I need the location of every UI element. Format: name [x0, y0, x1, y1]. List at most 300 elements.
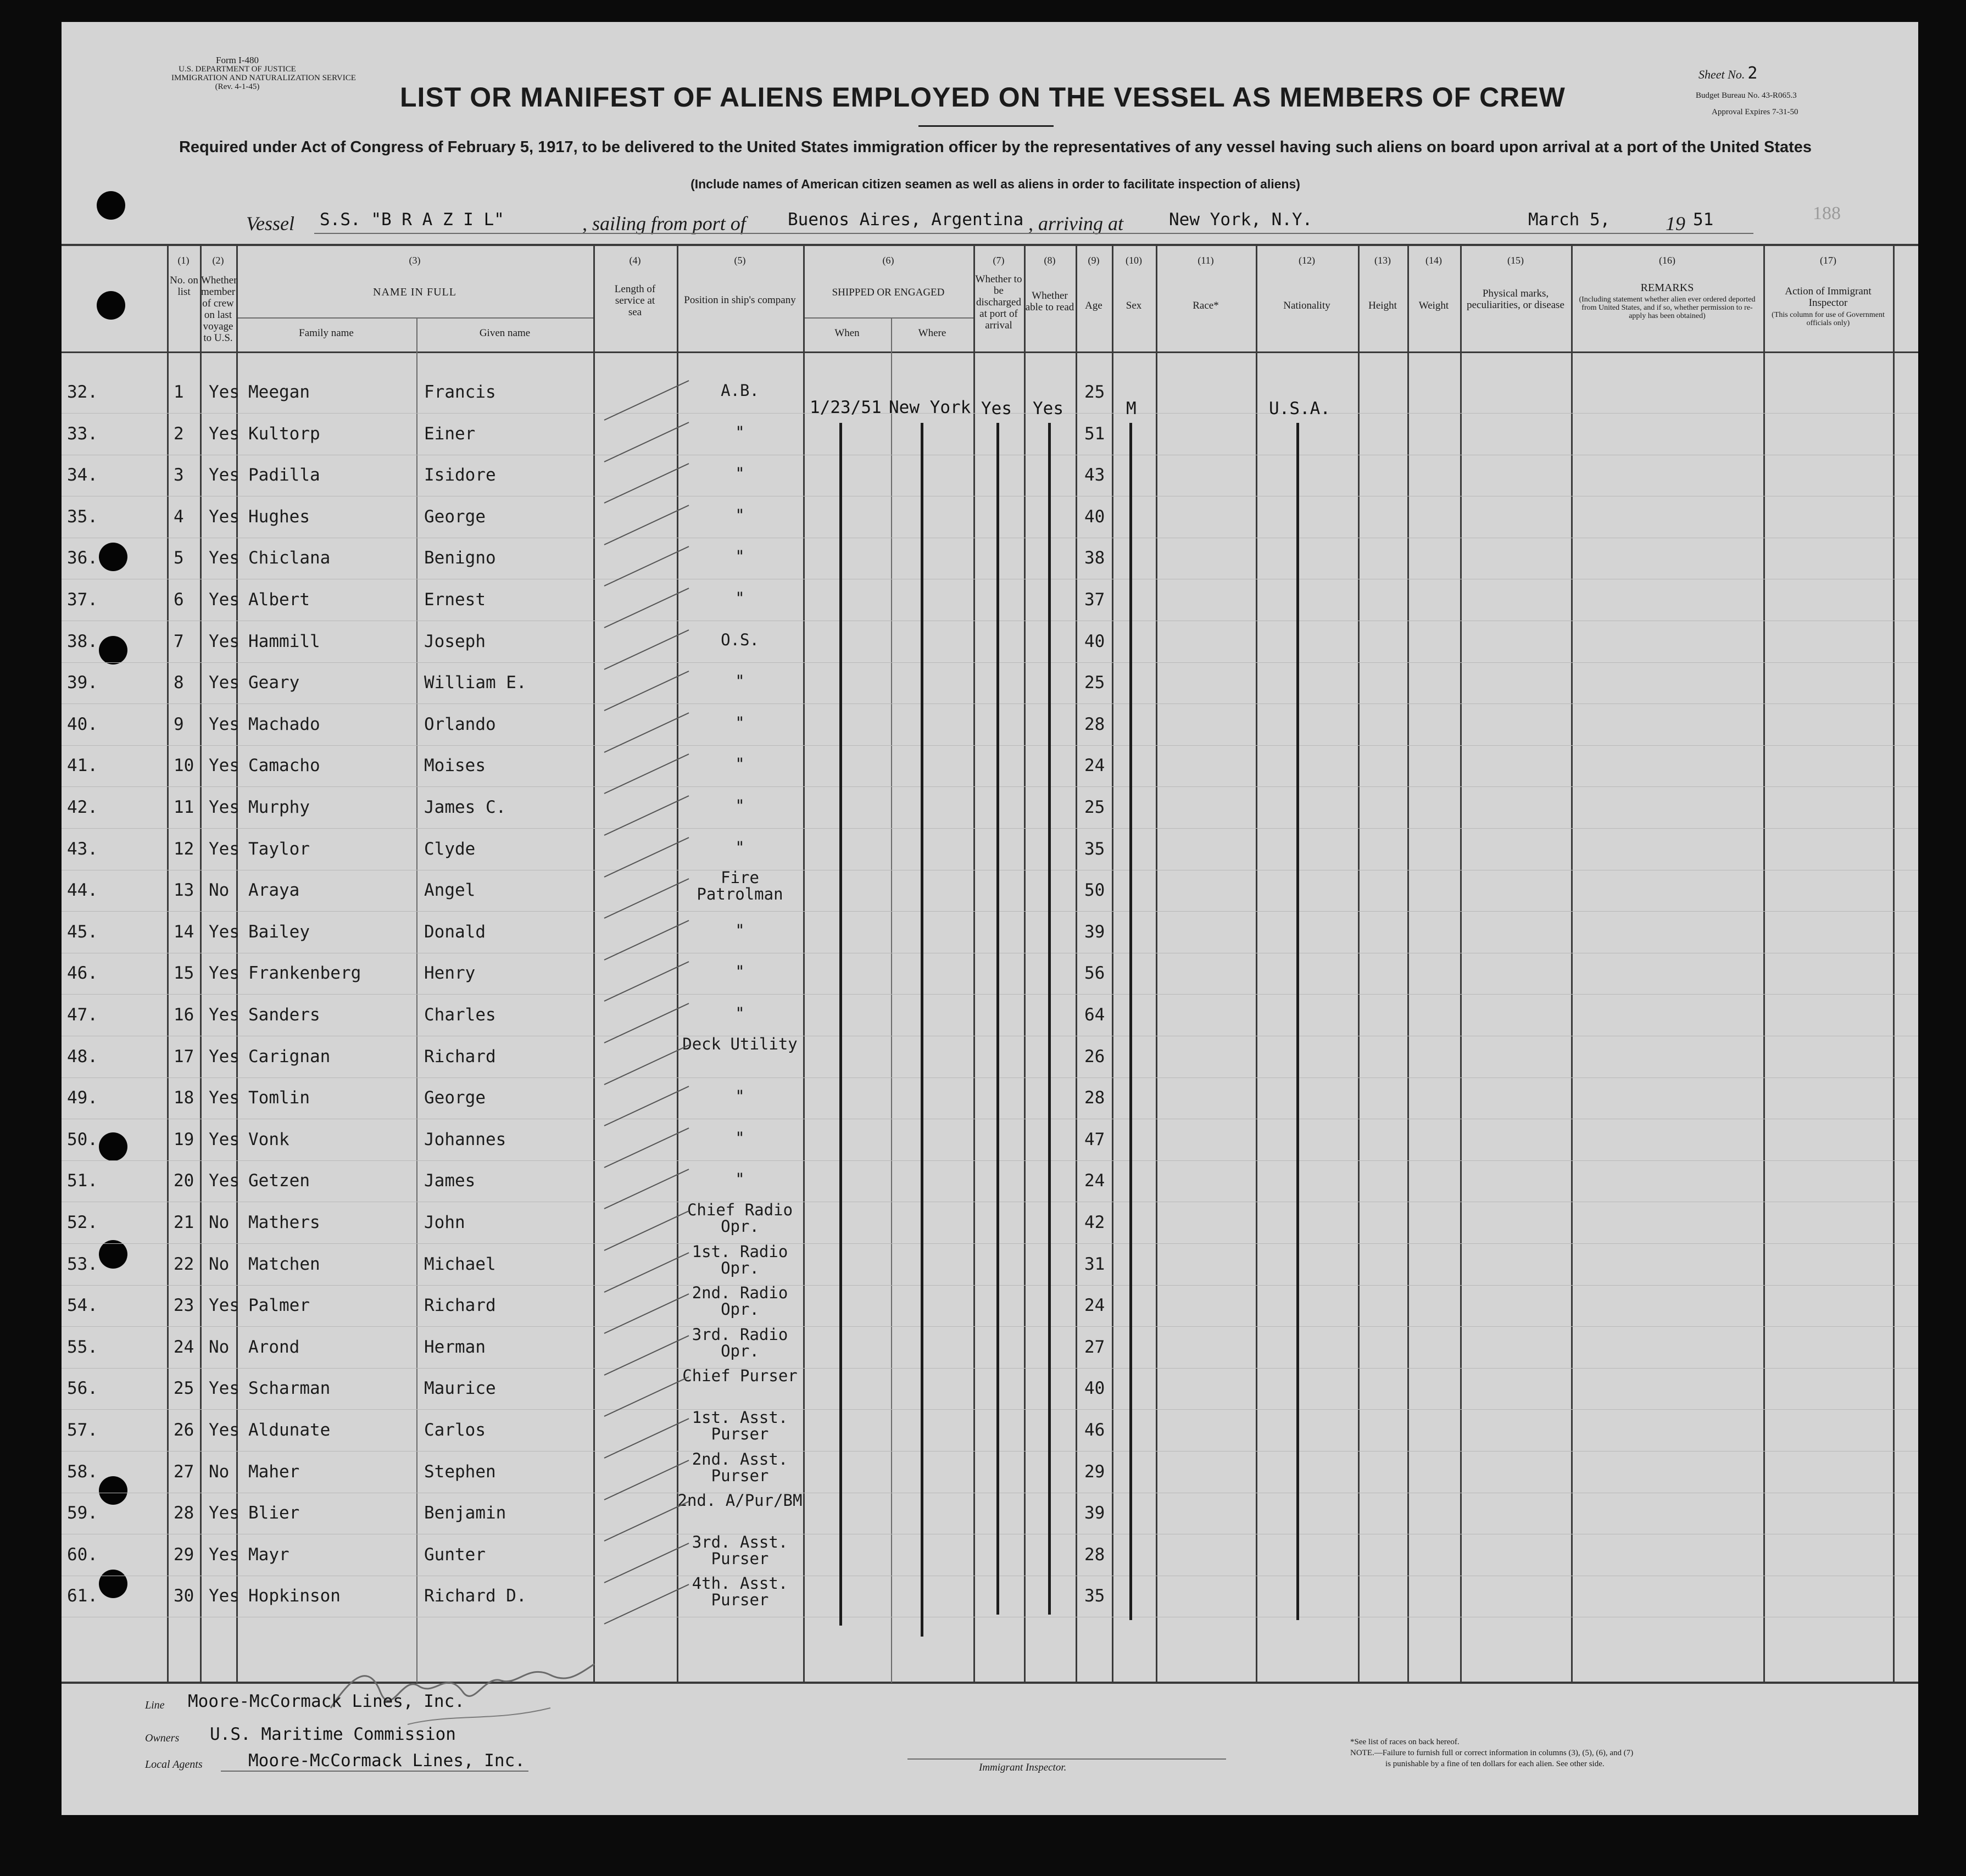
list-number: 7	[174, 632, 184, 651]
position: "	[735, 589, 745, 607]
age: 25	[1084, 382, 1105, 402]
position: 2nd. Radio Opr.	[692, 1283, 788, 1319]
family-name: Murphy	[248, 797, 310, 817]
given-name: Carlos	[424, 1420, 486, 1440]
last-voyage: Yes	[209, 1420, 240, 1440]
col16-header: REMARKS	[1640, 282, 1694, 294]
age: 40	[1084, 507, 1105, 527]
col1-header: No. on list	[170, 275, 198, 298]
list-number: 8	[174, 673, 184, 693]
sex-value: M	[1126, 399, 1137, 418]
last-voyage: Yes	[209, 963, 240, 983]
line-number: 52.	[67, 1213, 98, 1232]
voyage-underline	[314, 233, 1753, 234]
last-voyage: Yes	[209, 756, 240, 775]
age: 51	[1084, 424, 1105, 444]
position: 4th. Asst. Purser	[692, 1574, 788, 1609]
col10-header: Sex	[1126, 300, 1142, 311]
given-name: Isidore	[424, 465, 496, 485]
table-row	[62, 1084, 1918, 1122]
list-number: 24	[174, 1337, 194, 1357]
table-row	[62, 1125, 1918, 1164]
list-number: 11	[174, 797, 194, 817]
table-row	[62, 835, 1918, 873]
service-mark	[604, 629, 689, 670]
age: 40	[1084, 1378, 1105, 1398]
table-row	[62, 585, 1918, 624]
col16-num: (16)	[1659, 255, 1675, 266]
list-number: 4	[174, 507, 184, 527]
last-voyage: Yes	[209, 590, 240, 610]
last-voyage: No	[209, 1213, 230, 1232]
table-row	[62, 793, 1918, 831]
family-name: Chiclana	[248, 548, 331, 568]
given-name: James C.	[424, 797, 506, 817]
service-mark	[604, 546, 689, 587]
table-row	[62, 1283, 1918, 1330]
line-number: 42.	[67, 797, 98, 817]
position: "	[735, 755, 745, 773]
list-number: 27	[174, 1462, 194, 1482]
given-name: Moises	[424, 756, 486, 775]
subtitle: Required under Act of Congress of February 5, 1917, to be delivered to the United States immigration officer by the representatives of any vessel having such aliens on board upon arrival at a port of the United States	[179, 138, 1812, 156]
given-name: Maurice	[424, 1378, 496, 1398]
age: 28	[1084, 1545, 1105, 1565]
family-name: Getzen	[248, 1171, 310, 1191]
ditto-line	[996, 423, 999, 1615]
shipped-where: New York	[889, 398, 971, 417]
line-number: 48.	[67, 1047, 98, 1067]
age: 39	[1084, 922, 1105, 942]
col1-num: (1)	[177, 255, 190, 266]
ditto-line	[921, 423, 923, 1637]
family-name: Albert	[248, 590, 310, 610]
family-name: Hammill	[248, 632, 320, 651]
family-name: Scharman	[248, 1378, 331, 1398]
last-voyage: Yes	[209, 1296, 240, 1315]
position: "	[735, 962, 745, 981]
table-row	[62, 1533, 1918, 1579]
list-number: 12	[174, 839, 194, 859]
family-name: Arond	[248, 1337, 300, 1357]
col6-header: SHIPPED OR ENGAGED	[832, 287, 945, 298]
given-name: Herman	[424, 1337, 486, 1357]
col8-header: Whether able to read	[1025, 290, 1074, 313]
age: 28	[1084, 1088, 1105, 1108]
position: "	[735, 672, 745, 690]
list-number: 28	[174, 1503, 194, 1523]
service-mark	[604, 463, 689, 504]
last-voyage: No	[209, 1254, 230, 1274]
header-bottom-border	[62, 351, 1918, 353]
table-row	[62, 959, 1918, 997]
list-number: 21	[174, 1213, 194, 1232]
family-name: Mathers	[248, 1213, 320, 1232]
age: 46	[1084, 1420, 1105, 1440]
col13-header: Height	[1368, 300, 1397, 311]
line-number: 34.	[67, 465, 98, 485]
given-name: Einer	[424, 424, 476, 444]
last-voyage: Yes	[209, 507, 240, 527]
line-number: 44.	[67, 880, 98, 900]
table-row	[62, 1201, 1918, 1247]
list-number: 15	[174, 963, 194, 983]
last-voyage: Yes	[209, 922, 240, 942]
col11-header: Race*	[1193, 300, 1219, 311]
age: 38	[1084, 548, 1105, 568]
position: "	[735, 547, 745, 566]
age: 35	[1084, 1586, 1105, 1606]
line-number: 61.	[67, 1586, 98, 1606]
position: Fire Patrolman	[697, 868, 783, 903]
given-name: George	[424, 1088, 486, 1108]
col17-num: (17)	[1820, 255, 1836, 266]
last-voyage: Yes	[209, 1130, 240, 1149]
ditto-line	[1296, 423, 1299, 1620]
family-name: Tomlin	[248, 1088, 310, 1108]
position: Chief Radio Opr.	[687, 1201, 793, 1236]
line-number: 46.	[67, 963, 98, 983]
list-number: 20	[174, 1171, 194, 1191]
col6-when-header: When	[834, 327, 860, 339]
table-row	[62, 1035, 1918, 1081]
position: Deck Utility	[682, 1035, 798, 1053]
last-voyage: Yes	[209, 1171, 240, 1191]
vessel-name: S.S. "B R A Z I L"	[320, 210, 504, 230]
last-voyage: Yes	[209, 1586, 240, 1606]
line-number: 53.	[67, 1254, 98, 1274]
given-name: George	[424, 507, 486, 527]
position: 3rd. Asst. Purser	[692, 1533, 788, 1568]
age: 31	[1084, 1254, 1105, 1274]
line-number: 50.	[67, 1130, 98, 1149]
position: "	[735, 921, 745, 940]
line-number: 55.	[67, 1337, 98, 1357]
last-voyage: Yes	[209, 424, 240, 444]
punch-hole	[97, 191, 125, 220]
position: "	[735, 423, 745, 442]
table-row	[62, 1166, 1918, 1205]
age: 24	[1084, 1171, 1105, 1191]
position: O.S.	[721, 630, 759, 649]
age: 26	[1084, 1047, 1105, 1067]
list-number: 19	[174, 1130, 194, 1149]
table-row	[62, 668, 1918, 707]
table-row	[62, 918, 1918, 956]
last-voyage: Yes	[209, 1047, 240, 1067]
last-voyage: Yes	[209, 632, 240, 651]
line-number: 38.	[67, 632, 98, 651]
list-number: 23	[174, 1296, 194, 1315]
service-mark	[604, 422, 689, 462]
owners-label: Owners	[145, 1732, 180, 1744]
list-number: 25	[174, 1378, 194, 1398]
footnote-fine-1: NOTE.—Failure to furnish full or correct information in columns (3), (5), (6), and (7)	[1350, 1749, 1634, 1757]
last-voyage: Yes	[209, 548, 240, 568]
service-mark	[604, 1045, 689, 1085]
service-mark	[604, 712, 689, 753]
service-mark	[604, 1086, 689, 1126]
list-number: 1	[174, 382, 184, 402]
position: "	[735, 713, 745, 732]
line-number: 60.	[67, 1545, 98, 1565]
col17-subheader: (This column for use of Government officials only)	[1772, 311, 1885, 327]
agents-label: Local Agents	[145, 1758, 203, 1771]
family-name: Maher	[248, 1462, 300, 1482]
table-row	[62, 751, 1918, 790]
position: 1st. Radio Opr.	[692, 1242, 788, 1277]
given-name: Richard D.	[424, 1586, 527, 1606]
given-name: Donald	[424, 922, 486, 942]
manifest-sheet	[62, 22, 1918, 1815]
family-name: Geary	[248, 673, 300, 693]
col15-header: Physical marks, peculiarities, or disease	[1467, 288, 1564, 311]
table-row	[62, 1325, 1918, 1371]
given-name: Francis	[424, 382, 496, 402]
budget-bureau: Budget Bureau No. 43-R065.3	[1696, 91, 1797, 100]
year-prefix: 19	[1666, 213, 1685, 235]
family-name: Sanders	[248, 1005, 320, 1025]
family-name: Matchen	[248, 1254, 320, 1274]
last-voyage: Yes	[209, 797, 240, 817]
family-name: Bailey	[248, 922, 310, 942]
col3-family-header: Family name	[299, 327, 354, 339]
col3-header: NAME IN FULL	[373, 286, 456, 298]
position: 3rd. Radio Opr.	[692, 1325, 788, 1360]
given-name: Charles	[424, 1005, 496, 1025]
col8-num: (8)	[1044, 255, 1056, 266]
family-name: Kultorp	[248, 424, 320, 444]
line-number: 35.	[67, 507, 98, 527]
col13-num: (13)	[1374, 255, 1391, 266]
age: 42	[1084, 1213, 1105, 1232]
shipped-when: 1/23/51	[810, 398, 882, 417]
list-number: 3	[174, 465, 184, 485]
agents-value: Moore-McCormack Lines, Inc.	[248, 1751, 525, 1771]
col9-header: Age	[1085, 300, 1102, 311]
page-title: LIST OR MANIFEST OF ALIENS EMPLOYED ON THE VESSEL AS MEMBERS OF CREW	[400, 82, 1566, 113]
list-number: 13	[174, 880, 194, 900]
family-name: Palmer	[248, 1296, 310, 1315]
table-row	[62, 420, 1918, 458]
age: 28	[1084, 714, 1105, 734]
table-top-border	[62, 244, 1918, 246]
col17-header: Action of Immigrant Inspector	[1785, 286, 1872, 309]
table-row	[62, 1366, 1918, 1412]
discharged-value: Yes	[981, 399, 1012, 418]
table-row	[62, 868, 1918, 914]
given-name: Richard	[424, 1296, 496, 1315]
last-voyage: Yes	[209, 839, 240, 859]
given-name: Benigno	[424, 548, 496, 568]
given-name: Angel	[424, 880, 476, 900]
vessel-label: Vessel	[246, 213, 294, 235]
given-name: Orlando	[424, 714, 496, 734]
list-number: 26	[174, 1420, 194, 1440]
list-number: 18	[174, 1088, 194, 1108]
service-mark	[604, 671, 689, 711]
family-name: Aldunate	[248, 1420, 331, 1440]
list-number: 2	[174, 424, 184, 444]
given-name: James	[424, 1171, 476, 1191]
age: 24	[1084, 1296, 1105, 1315]
position: "	[735, 1170, 745, 1188]
line-number: 36.	[67, 548, 98, 568]
line-number: 56.	[67, 1378, 98, 1398]
col15-num: (15)	[1507, 255, 1524, 266]
given-name: Stephen	[424, 1462, 496, 1482]
family-name: Frankenberg	[248, 963, 361, 983]
line-number: 59.	[67, 1503, 98, 1523]
ditto-line	[1048, 423, 1051, 1615]
col3-num: (3)	[409, 255, 421, 266]
family-name: Blier	[248, 1503, 300, 1523]
last-voyage: Yes	[209, 1005, 240, 1025]
position: 1st. Asst. Purser	[692, 1408, 788, 1443]
line-number: 32.	[67, 382, 98, 402]
last-voyage: Yes	[209, 1378, 240, 1398]
age: 43	[1084, 465, 1105, 485]
line-number: 33.	[67, 424, 98, 444]
given-name: Henry	[424, 963, 476, 983]
port-to: New York, N.Y.	[1169, 210, 1313, 230]
last-voyage: Yes	[209, 1088, 240, 1108]
age: 29	[1084, 1462, 1105, 1482]
given-name: Johannes	[424, 1130, 506, 1149]
age: 64	[1084, 1005, 1105, 1025]
last-voyage: No	[209, 880, 230, 900]
service-mark	[604, 505, 689, 545]
form-id: Form I-480 U.S. DEPARTMENT OF JUSTICE IMMIGRATION AND NATURALIZATION SERVICE (Rev. 4-1-45)	[171, 55, 356, 91]
line-number: 39.	[67, 673, 98, 693]
line-number: 40.	[67, 714, 98, 734]
agents-underline	[221, 1771, 528, 1772]
family-name: Hughes	[248, 507, 310, 527]
ditto-line	[1129, 423, 1132, 1620]
service-mark	[604, 588, 689, 628]
header-subline	[236, 317, 593, 319]
col3-given-header: Given name	[479, 327, 531, 339]
position: "	[735, 796, 745, 815]
list-number: 10	[174, 756, 194, 775]
footnote-races: *See list of races on back hereof.	[1350, 1738, 1460, 1746]
last-voyage: No	[209, 1337, 230, 1357]
table-row	[62, 503, 1918, 541]
service-mark	[604, 380, 689, 421]
given-name: Joseph	[424, 632, 486, 651]
service-mark	[604, 961, 689, 1002]
position: "	[735, 506, 745, 524]
col9-num: (9)	[1088, 255, 1100, 266]
table-row	[62, 1491, 1918, 1537]
position: "	[735, 1087, 745, 1106]
col12-header: Nationality	[1283, 300, 1330, 311]
position: "	[735, 464, 745, 483]
family-name: Camacho	[248, 756, 320, 775]
given-name: Clyde	[424, 839, 476, 859]
position: 2nd. Asst. Purser	[692, 1450, 788, 1485]
age: 56	[1084, 963, 1105, 983]
given-name: Ernest	[424, 590, 486, 610]
nationality-value: U.S.A.	[1269, 399, 1330, 418]
col11-num: (11)	[1198, 255, 1214, 266]
col12-num: (12)	[1299, 255, 1315, 266]
col4-header: Length of service at sea	[614, 283, 656, 318]
given-name: Richard	[424, 1047, 496, 1067]
sheet-number: Sheet No. 2	[1698, 64, 1758, 83]
table-row	[62, 544, 1918, 582]
list-number: 14	[174, 922, 194, 942]
age: 24	[1084, 756, 1105, 775]
position: Chief Purser	[682, 1366, 798, 1385]
list-number: 17	[174, 1047, 194, 1067]
col6-where-header: Where	[918, 327, 946, 339]
last-voyage: Yes	[209, 465, 240, 485]
table-row	[62, 1001, 1918, 1039]
table-row	[62, 710, 1918, 749]
inspector-line	[907, 1758, 1226, 1760]
age: 25	[1084, 797, 1105, 817]
arrival-year: 51	[1693, 210, 1714, 230]
line-number: 49.	[67, 1088, 98, 1108]
col7-num: (7)	[993, 255, 1005, 266]
last-voyage: Yes	[209, 382, 240, 402]
col5-num: (5)	[734, 255, 746, 266]
subnote: (Include names of American citizen seamen as well as aliens in order to facilitate inspection of aliens)	[690, 177, 1300, 191]
line-number: 47.	[67, 1005, 98, 1025]
able-to-read-value: Yes	[1033, 399, 1063, 418]
punch-hole	[97, 291, 125, 320]
col10-num: (10)	[1126, 255, 1142, 266]
list-number: 30	[174, 1586, 194, 1606]
line-number: 41.	[67, 756, 98, 775]
col5-header: Position in ship's company	[684, 294, 796, 306]
col4-num: (4)	[629, 255, 641, 266]
ditto-line	[839, 423, 842, 1626]
col2-header: Whether member of crew on last voyage to U.S.	[201, 275, 237, 344]
list-number: 5	[174, 548, 184, 568]
position: "	[735, 1129, 745, 1147]
page-stamp: 188	[1813, 203, 1841, 224]
line-number: 54.	[67, 1296, 98, 1315]
position: 2nd. A/Pur/BM	[677, 1491, 803, 1510]
line-number: 45.	[67, 922, 98, 942]
position: "	[735, 838, 745, 857]
list-number: 6	[174, 590, 184, 610]
title-underline	[918, 125, 1054, 127]
family-name: Mayr	[248, 1545, 289, 1565]
col2-num: (2)	[212, 255, 224, 266]
port-from: Buenos Aires, Argentina	[788, 210, 1024, 230]
given-name: William E.	[424, 673, 527, 693]
age: 39	[1084, 1503, 1105, 1523]
family-name: Machado	[248, 714, 320, 734]
age: 35	[1084, 839, 1105, 859]
position: "	[735, 1004, 745, 1023]
col16-subheader: (Including statement whether alien ever ordered deported from United States, and if so, whether permission to re-apply has been obtained)	[1579, 295, 1756, 320]
age: 50	[1084, 880, 1105, 900]
family-name: Vonk	[248, 1130, 289, 1149]
service-mark	[604, 795, 689, 836]
col7-header: Whether to be discharged at port of arrival	[975, 273, 1022, 331]
col6-num: (6)	[882, 255, 894, 266]
table-row	[62, 627, 1918, 666]
line-number: 58.	[67, 1462, 98, 1482]
list-number: 16	[174, 1005, 194, 1025]
age: 25	[1084, 673, 1105, 693]
owners-value: U.S. Maritime Commission	[210, 1724, 456, 1744]
sailing-label: , sailing from port of	[582, 213, 746, 235]
